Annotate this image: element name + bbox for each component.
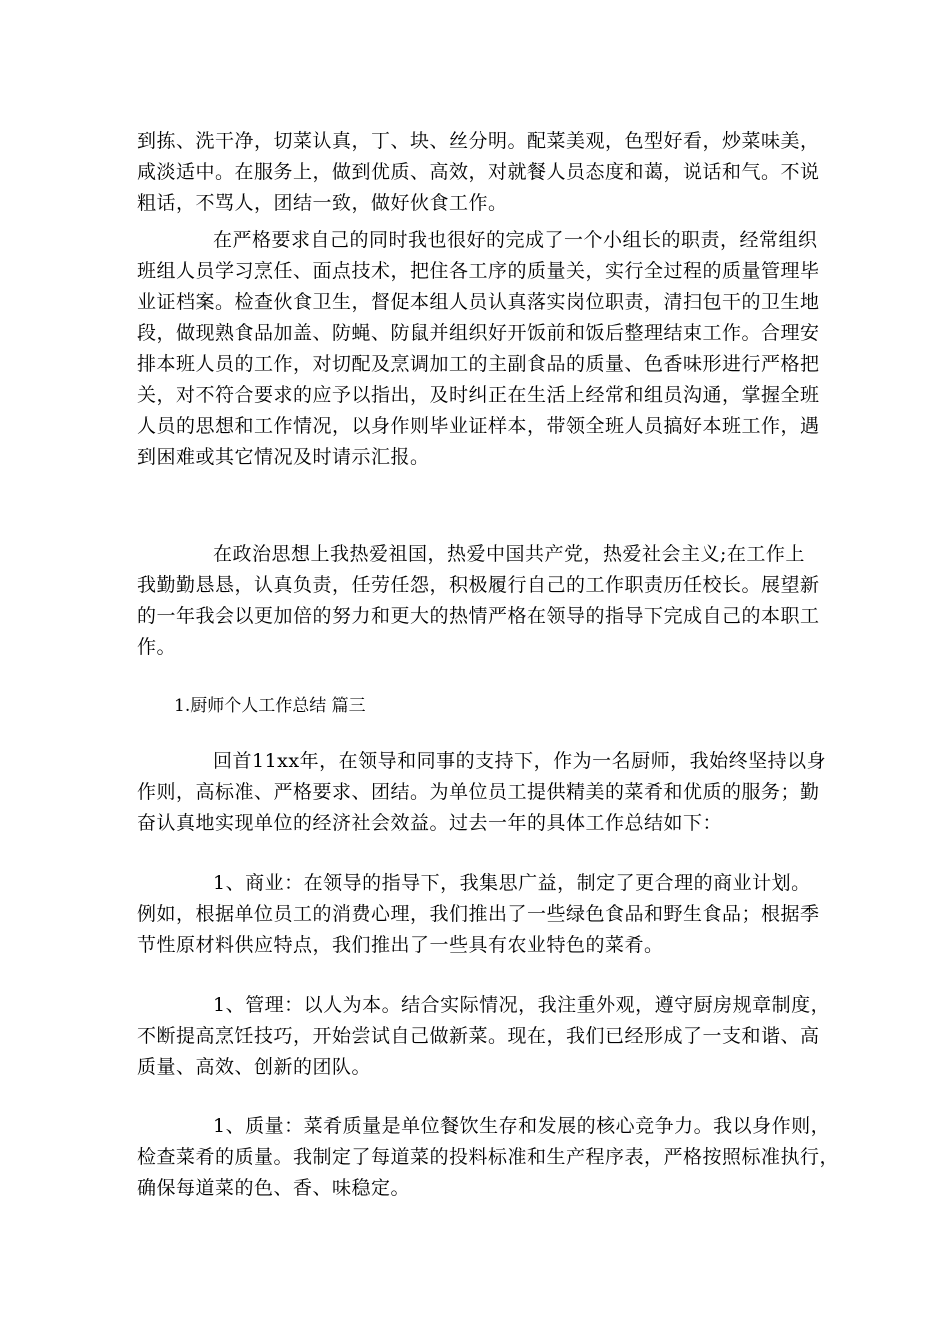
paragraph-4 <box>137 746 827 839</box>
text-line: 不断提高烹饪技巧，开始尝试自己做新菜。现在，我们已经形成了一支和谐、高 <box>137 1025 820 1047</box>
text-line: 奋认真地实现单位的经济社会效益。过去一年的具体工作总结如下： <box>137 812 723 834</box>
text-line: 咸淡适中。在服务上，做到优质、高效，对就餐人员态度和蔼，说话和气。不说 <box>137 161 820 183</box>
text-line: 作则，高标准、严格要求、团结。为单位员工提供精美的菜肴和优质的服务；勤 <box>137 781 820 803</box>
paragraph-7 <box>137 1111 840 1204</box>
text-line: 例如，根据单位员工的消费心理，我们推出了一些绿色食品和野生食品；根据季 <box>137 903 820 925</box>
text-line: 节性原材料供应特点，我们推出了一些具有农业特色的菜肴。 <box>137 934 664 956</box>
paragraph-3 <box>137 539 820 663</box>
text-line: 到拣、洗干净，切菜认真，丁、块、丝分明。配菜美观，色型好看，炒菜味美， <box>137 130 820 152</box>
text-line: 业证档案。检查伙食卫生，督促本组人员认真落实岗位职责，清扫包干的卫生地 <box>137 291 820 313</box>
text-line: 粗话，不骂人，团结一致，做好伙食工作。 <box>137 192 508 214</box>
text-line: 1、质量：菜肴质量是单位餐饮生存和发展的核心竞争力。我以身作则， <box>213 1115 831 1137</box>
text-line: 检查菜肴的质量。我制定了每道菜的投料标准和生产程序表，严格按照标准执行， <box>137 1146 840 1168</box>
text-line: 在政治思想上我热爱祖国，热爱中国共产党，热爱社会主义;在工作上 <box>213 543 805 565</box>
text-line: 确保每道菜的色、香、味稳定。 <box>137 1177 411 1199</box>
text-line: 到困难或其它情况及时请示汇报。 <box>137 446 430 468</box>
text-line: 班组人员学习烹任、面点技术，把住各工序的质量关，实行全过程的质量管理毕 <box>137 260 820 282</box>
text-line: 作。 <box>137 636 177 658</box>
text-line: 排本班人员的工作，对切配及烹调加工的主副食品的质量、色香味形进行严格把 <box>137 353 820 375</box>
text-line: 关，对不符合要求的应予以指出，及时纠正在生活上经常和组员沟通，掌握全班 <box>137 384 820 406</box>
text-line: 的一年我会以更加倍的努力和更大的热情严格在领导的指导下完成自己的本职工 <box>137 605 820 627</box>
text-line: 回首11xx年，在领导和同事的支持下，作为一名厨师，我始终坚持以身 <box>213 750 827 772</box>
text-line: 质量、高效、创新的团队。 <box>137 1056 372 1078</box>
paragraph-6 <box>137 990 831 1083</box>
heading-text: 1.厨师个人工作总结 篇三 <box>174 696 366 716</box>
text-line: 1、管理：以人为本。结合实际情况，我注重外观，遵守厨房规章制度， <box>213 994 831 1016</box>
text-line: 1、商业：在领导的指导下，我集思广益，制定了更合理的商业计划。 <box>213 872 811 894</box>
text-line: 在严格要求自己的同时我也很好的完成了一个小组长的职责，经常组织 <box>213 229 818 251</box>
section-heading <box>174 694 854 718</box>
text-line: 段，做现熟食品加盖、防蝇、防鼠并组织好开饭前和饭后整理结束工作。合理安 <box>137 322 820 344</box>
text-line: 我勤勤恳恳，认真负责，任劳任怨，积极履行自己的工作职责历任校长。展望新 <box>137 574 820 596</box>
paragraph-5 <box>137 868 820 961</box>
paragraph-1 <box>137 126 820 219</box>
text-line: 人员的思想和工作情况，以身作则毕业证样本，带领全班人员搞好本班工作，遇 <box>137 415 820 437</box>
paragraph-2 <box>137 225 820 473</box>
